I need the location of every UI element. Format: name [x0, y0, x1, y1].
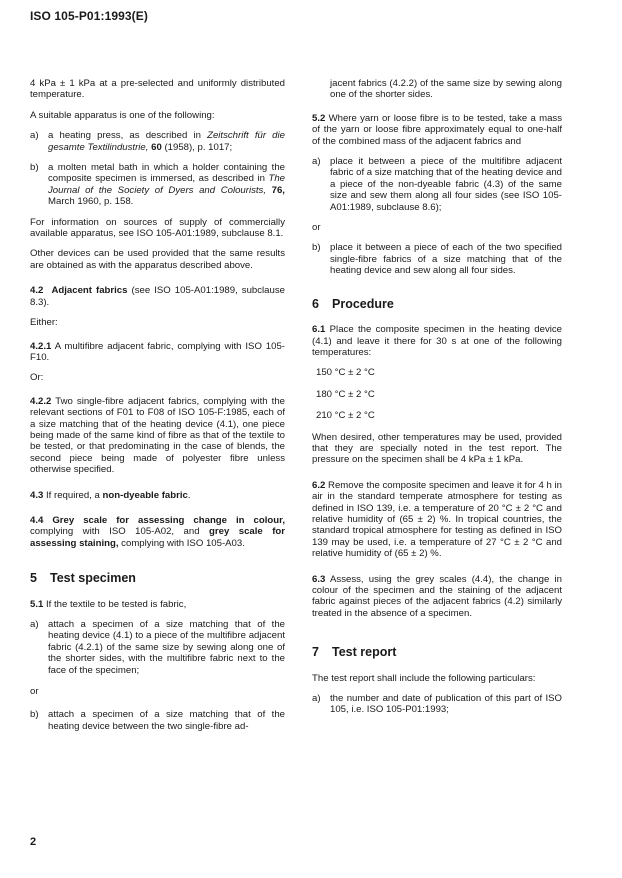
document-header: ISO 105-P01:1993(E) [30, 9, 148, 23]
paragraph: Other devices can be used provided that the same results are obtained as with the apparatus described above. [30, 248, 285, 271]
list-label: a) [30, 130, 39, 142]
list-text: a heating press, as described in Zeitschrift für die gesamte Textilindustrie, 60 (1958), p. 1017; [48, 130, 285, 153]
section-heading: 7 Test report [312, 645, 397, 660]
list-label: a) [30, 619, 39, 630]
list-label: a) [312, 156, 321, 168]
left-column [30, 78, 285, 741]
clause-6-3: 6.3 Assess, using the grey scales (4.4), the change in colour of the specimen and the staining of the adjacent fabric against pieces of the adjacent fabrics (4.2) similarly treated in the absence of a specimen. [312, 573, 562, 619]
list-label: b) [312, 242, 321, 254]
clause-4-3: 4.3 If required, a non-dyeable fabric. [30, 489, 191, 501]
list-text: jacent fabrics (4.2.2) of the same size by sewing along one of the shorter sides. [330, 78, 562, 101]
list-item [30, 619, 285, 676]
list-label: b) [30, 162, 39, 174]
temperature-item: 150 °C ± 2 °C [316, 367, 375, 379]
paragraph: Either: [30, 317, 58, 329]
section-heading: 6 Procedure [312, 296, 394, 311]
list-item [312, 156, 562, 213]
list-text: place it between a piece of each of the two specified single-fibre fabrics of a size matching that of the heating device and sew along all four sides. [330, 242, 562, 277]
paragraph: For information on sources of supply of commercially available apparatus, see ISO 105-A01:1989, subclause 8.1. [30, 216, 285, 240]
paragraph: 4 kPa ± 1 kPa at a pre-selected and uniformly distributed temperature. [30, 78, 285, 101]
clause-4-4: 4.4 Grey scale for assessing change in colour, complying with ISO 105-A02, and grey scale for assessing staining, complying with ISO 105-A03. [30, 514, 285, 549]
list-item [30, 162, 285, 208]
temperature-list [316, 367, 562, 421]
clause-5-2: 5.2 Where yarn or loose fibre is to be tested, take a mass of the yarn or loose fibre approximately equal to one-half of the combined mass of the adjacent fabrics and [312, 112, 562, 147]
section-heading: 5 Test specimen [30, 571, 136, 586]
paragraph: or [312, 222, 321, 234]
list-label: b) [30, 709, 39, 721]
page-number: 2 [30, 836, 37, 848]
paragraph: or [30, 686, 39, 698]
list-text: a molten metal bath in which a holder containing the composite specimen is immersed, as described in The Journal of the Society of Dyers and Colourists, 76, March 1960, p. 158. [48, 162, 285, 208]
list-item [30, 130, 285, 153]
temperature-item: 180 °C ± 2 °C [316, 388, 375, 400]
list-item [30, 709, 285, 732]
list-text: the number and date of publication of this part of ISO 105, i.e. ISO 105-P01:1993; [330, 693, 562, 716]
clause-6-1: 6.1 Place the composite specimen in the heating device (4.1) and leave it there for 30 s at one of the following temperatures: [312, 324, 562, 358]
paragraph: A suitable apparatus is one of the following: [30, 109, 215, 121]
clause-4-2: 4.2 Adjacent fabrics (see ISO 105-A01:1989, subclause 8.3). [30, 285, 285, 308]
list-label: a) [312, 693, 321, 705]
clause-4-2-1: 4.2.1 A multifibre adjacent fabric, complying with ISO 105-F10. [30, 340, 285, 363]
clause-6-2: 6.2 Remove the composite specimen and leave it for 4 h in air in the standard temperate atmosphere for testing as defined in ISO 139, i.e. a temperature of 20 °C ± 2 °C and relative humidity of (65 ± 2) %. In tropical countries, the standard tropical atmosphere for testing as defined in ISO 139 may be used, i.e. a temperature of 27 °C ± 2 °C and relative humidity of (65 ± 2) %. [312, 479, 562, 560]
temperature-item: 210 °C ± 2 °C [316, 410, 375, 422]
paragraph: Or: [30, 372, 44, 384]
list-item-continuation [312, 78, 562, 101]
list-text: attach a specimen of a size matching that of the heating device (4.1) to a piece of the multifibre adjacent fabric (4.2.1) of the same size by sewing along one of the shorter sides, with the multifibre fabric next to the face of the specimen; [48, 619, 285, 676]
list-text: attach a specimen of a size matching that of the heating device between the two single-fibre ad- [48, 709, 285, 732]
paragraph: The test report shall include the following particulars: [312, 672, 536, 684]
clause-5-1: 5.1 If the textile to be tested is fabric, [30, 598, 187, 610]
paragraph: When desired, other temperatures may be used, provided that they are specially noted in the test report. The pressure on the specimen shall be 4 kPa ± 1 kPa. [312, 431, 562, 466]
list-item [312, 242, 562, 276]
list-item [312, 693, 562, 716]
clause-4-2-2: 4.2.2 Two single-fibre adjacent fabrics, complying with the relevant sections of F01 to F08 of ISO 105-F:1985, each of a size matching that of the heating device (4.1), one piece being made of the same kind of fibre as that of the textile to be tested, or that predominating in the case of blends, the second piece being made of polyester fibre unless otherwise specified. [30, 395, 285, 476]
right-column [312, 78, 562, 725]
list-text: place it between a piece of the multifibre adjacent fabric of a size matching that of the heating device and a piece of the non-dyeable fabric (4.3) of the same size and sew them along all four sides (see ISO 105-A01:1989, subclause 8.6); [330, 156, 562, 213]
